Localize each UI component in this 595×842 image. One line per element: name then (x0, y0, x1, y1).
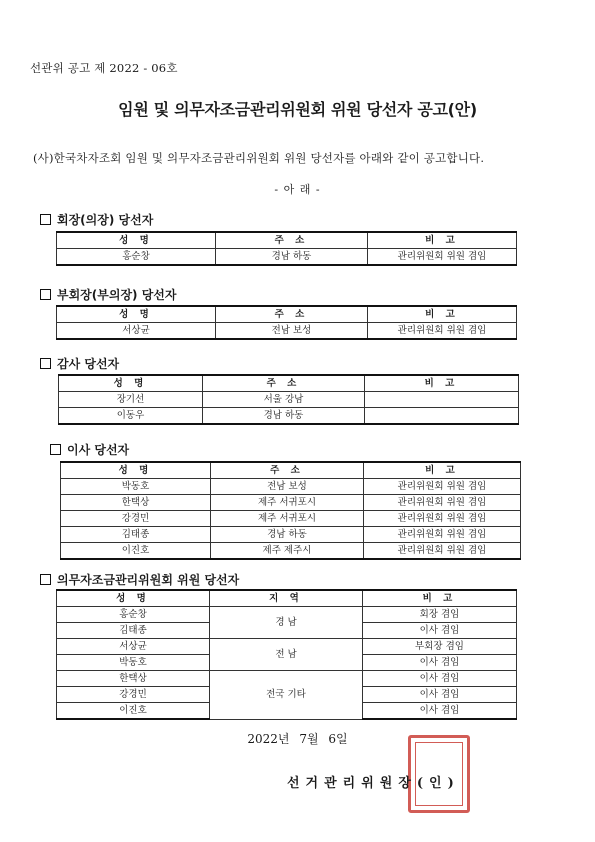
document-date: 2022년 7월 6일 (247, 732, 348, 746)
table-row: 이동우 경남 하동 (59, 408, 519, 425)
notice-number: 선관위 공고 제 2022 - 06호 (30, 61, 178, 75)
table-row: 서상균 전 남 부회장 겸임 (57, 639, 517, 655)
table-auditor (58, 374, 519, 425)
sub-heading: - 아 래 - (274, 183, 321, 196)
region-cell: 전 남 (210, 639, 363, 671)
checkbox-square-icon (40, 574, 51, 585)
table-row: 서상균 전남 보성 관리위원회 위원 겸임 (57, 323, 517, 340)
region-cell: 경 남 (210, 607, 363, 639)
table-row: 강경민 이사 겸임 (57, 687, 517, 703)
col-header-region: 지 역 (210, 590, 363, 607)
table-row: 장기선 서울 강남 (59, 392, 519, 408)
col-header-note: 비 고 (368, 232, 517, 249)
col-header-note: 비 고 (365, 375, 519, 392)
section-heading-director (50, 441, 129, 458)
region-cell: 전국 기타 (210, 671, 363, 720)
checkbox-square-icon (50, 444, 61, 455)
checkbox-square-icon (40, 214, 51, 225)
section-heading-chairman (40, 211, 153, 228)
table-row: 홍순창 경남 하동 관리위원회 위원 겸임 (57, 249, 517, 266)
section-heading-label: 회장(의장) 당선자 (57, 213, 154, 227)
section-heading-auditor (40, 355, 119, 372)
checkbox-square-icon (40, 289, 51, 300)
col-header-address: 주 소 (216, 306, 368, 323)
col-header-note: 비 고 (363, 590, 517, 607)
table-row: 강경민 제주 서귀포시 관리위원회 위원 겸임 (61, 511, 521, 527)
section-heading-label: 감사 당선자 (57, 357, 120, 371)
table-row: 김태종 경남 하동 관리위원회 위원 겸임 (61, 527, 521, 543)
section-heading-committee (40, 571, 239, 588)
section-heading-label: 부회장(부의장) 당선자 (57, 288, 177, 302)
document-title: 임원 및 의무자조금관리위원회 위원 당선자 공고(안) (118, 100, 477, 119)
table-chairman (56, 231, 517, 266)
section-heading-label: 이사 당선자 (67, 443, 130, 457)
table-row: 한택상 전국 기타 이사 겸임 (57, 671, 517, 687)
col-header-name: 성 명 (61, 462, 211, 479)
table-row: 홍순창 경 남 회장 겸임 (57, 607, 517, 623)
table-director (60, 461, 521, 560)
col-header-note: 비 고 (368, 306, 517, 323)
col-header-name: 성 명 (59, 375, 203, 392)
section-heading-label: 의무자조금관리위원회 위원 당선자 (57, 573, 240, 587)
col-header-address: 주 소 (216, 232, 368, 249)
col-header-name: 성 명 (57, 590, 210, 607)
table-row: 한택상 제주 서귀포시 관리위원회 위원 겸임 (61, 495, 521, 511)
table-row: 이진호 제주 제주시 관리위원회 위원 겸임 (61, 543, 521, 560)
table-row: 박동호 전남 보성 관리위원회 위원 겸임 (61, 479, 521, 495)
checkbox-square-icon (40, 358, 51, 369)
table-row: 김태종 이사 겸임 (57, 623, 517, 639)
col-header-address: 주 소 (211, 462, 364, 479)
table-committee (56, 589, 517, 720)
intro-text: (사)한국차자조회 임원 및 의무자조금관리위원회 위원 당선자를 아래와 같이 공고합니다. (33, 151, 485, 165)
col-header-address: 주 소 (203, 375, 365, 392)
col-header-note: 비 고 (364, 462, 521, 479)
section-heading-vice-chairman (40, 286, 176, 303)
col-header-name: 성 명 (57, 306, 216, 323)
table-row: 이진호 이사 겸임 (57, 703, 517, 720)
table-row: 박동호 이사 겸임 (57, 655, 517, 671)
col-header-name: 성 명 (57, 232, 216, 249)
signature-line: 선거관리위원장(인) (287, 776, 460, 791)
table-vice-chairman (56, 305, 517, 340)
